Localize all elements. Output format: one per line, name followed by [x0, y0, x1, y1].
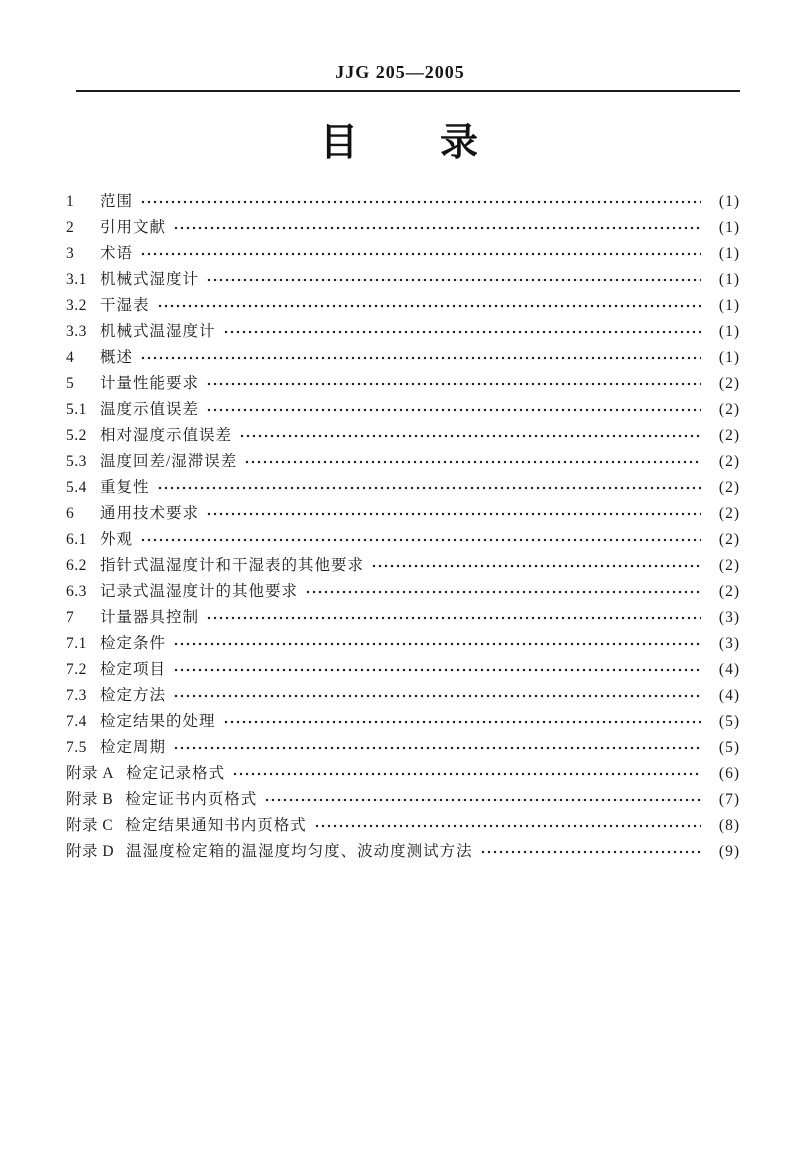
toc-entry-number: 2 [66, 218, 75, 236]
toc-entry-number: 5 [66, 374, 75, 392]
toc-entry-number: 7.5 [66, 738, 87, 756]
leader-dots-icon [173, 666, 701, 674]
toc-entry-page: (3) [718, 608, 740, 626]
toc-entry-number: 7.2 [66, 660, 87, 678]
leader-dots-icon [371, 562, 701, 570]
toc-entry-number: 5.4 [66, 478, 87, 496]
toc-entry-number: 7.1 [66, 634, 87, 652]
toc-entry-number: 6.2 [66, 556, 87, 574]
toc-entry-label: 检定结果的处理 [100, 712, 216, 730]
toc-entry [66, 657, 740, 683]
toc-entry-label: 机械式温湿度计 [100, 322, 216, 340]
toc-entry [66, 605, 740, 631]
toc-entry-label: 机械式湿度计 [100, 270, 200, 288]
toc-entry-page: (2) [718, 530, 740, 548]
toc-entry [66, 709, 740, 735]
toc-list [0, 189, 800, 865]
toc-entry [66, 371, 740, 397]
toc-entry-number: 7.4 [66, 712, 87, 730]
leader-dots-icon [206, 510, 701, 518]
toc-entry-label: 计量性能要求 [100, 374, 200, 392]
page-title: 目 录 [319, 122, 480, 164]
toc-entry-page: (2) [718, 556, 740, 574]
leader-dots-icon [140, 250, 701, 258]
leader-dots-icon [232, 770, 701, 778]
toc-entry-page: (3) [718, 634, 740, 652]
leader-dots-icon [173, 224, 701, 232]
toc-entry [66, 553, 740, 579]
toc-entry [66, 475, 740, 501]
toc-entry-number: 7.3 [66, 686, 87, 704]
toc-entry-label: 检定方法 [100, 686, 167, 704]
leader-dots-icon [244, 458, 701, 466]
toc-entry-page: (2) [718, 478, 740, 496]
leader-dots-icon [157, 302, 701, 310]
toc-entry-number: 5.2 [66, 426, 87, 444]
toc-entry-page: (1) [718, 348, 740, 366]
toc-entry [66, 501, 740, 527]
leader-dots-icon [140, 198, 701, 206]
toc-entry-label: 指针式温湿度计和干湿表的其他要求 [100, 556, 365, 574]
toc-entry [66, 215, 740, 241]
toc-entry-number: 3.2 [66, 296, 87, 314]
toc-entry-number: 1 [66, 192, 75, 210]
leader-dots-icon [314, 822, 701, 830]
toc-entry-label: 温度回差/湿滞误差 [100, 452, 238, 470]
toc-entry-label: 记录式温湿度计的其他要求 [100, 582, 299, 600]
toc-entry [66, 839, 740, 865]
toc-entry [66, 267, 740, 293]
leader-dots-icon [223, 328, 701, 336]
toc-entry [66, 813, 740, 839]
toc-entry-page: (1) [718, 296, 740, 314]
toc-entry-number: 6.1 [66, 530, 87, 548]
header-rule [76, 90, 740, 92]
leader-dots-icon [206, 614, 701, 622]
toc-entry-page: (2) [718, 582, 740, 600]
toc-entry [66, 449, 740, 475]
toc-entry-label: 范围 [100, 192, 134, 210]
toc-entry-page: (8) [718, 816, 740, 834]
toc-entry-page: (1) [718, 244, 740, 262]
toc-entry-number: 6 [66, 504, 75, 522]
toc-entry [66, 787, 740, 813]
toc-entry [66, 293, 740, 319]
toc-entry [66, 189, 740, 215]
toc-entry [66, 683, 740, 709]
toc-entry-page: (1) [718, 322, 740, 340]
leader-dots-icon [206, 406, 701, 414]
leader-dots-icon [223, 718, 701, 726]
toc-entry-page: (1) [718, 270, 740, 288]
toc-entry-page: (1) [718, 218, 740, 236]
toc-entry-number: 5.1 [66, 400, 87, 418]
toc-entry-number: 附录 A [66, 764, 115, 782]
leader-dots-icon [206, 276, 701, 284]
toc-entry-page: (4) [718, 686, 740, 704]
toc-entry-label: 检定项目 [100, 660, 167, 678]
toc-entry-label: 检定周期 [100, 738, 167, 756]
toc-entry-label: 术语 [100, 244, 134, 262]
toc-entry [66, 319, 740, 345]
toc-entry-label: 检定条件 [100, 634, 167, 652]
toc-entry-number: 附录 B [66, 790, 114, 808]
toc-entry-label: 通用技术要求 [100, 504, 200, 522]
toc-entry-label: 计量器具控制 [100, 608, 200, 626]
toc-entry [66, 527, 740, 553]
leader-dots-icon [305, 588, 701, 596]
leader-dots-icon [173, 692, 701, 700]
toc-entry-page: (1) [718, 192, 740, 210]
toc-entry-page: (2) [718, 504, 740, 522]
toc-entry-label: 重复性 [100, 478, 150, 496]
leader-dots-icon [173, 640, 701, 648]
toc-entry [66, 735, 740, 761]
toc-entry-page: (2) [718, 426, 740, 444]
leader-dots-icon [239, 432, 701, 440]
toc-entry [66, 345, 740, 371]
toc-entry-number: 3.1 [66, 270, 87, 288]
toc-entry-number: 3.3 [66, 322, 87, 340]
toc-entry-number: 4 [66, 348, 75, 366]
leader-dots-icon [173, 744, 701, 752]
leader-dots-icon [264, 796, 701, 804]
leader-dots-icon [206, 380, 701, 388]
toc-entry-page: (6) [718, 764, 740, 782]
leader-dots-icon [480, 848, 701, 856]
toc-entry [66, 631, 740, 657]
leader-dots-icon [140, 536, 701, 544]
toc-entry-label: 外观 [100, 530, 134, 548]
toc-entry-number: 附录 C [66, 816, 114, 834]
toc-entry-page: (4) [718, 660, 740, 678]
document-code: JJG 205—2005 [335, 62, 465, 82]
toc-entry [66, 761, 740, 787]
leader-dots-icon [157, 484, 701, 492]
toc-entry-label: 检定证书内页格式 [125, 790, 258, 808]
toc-entry-page: (2) [718, 374, 740, 392]
toc-entry-page: (2) [718, 400, 740, 418]
toc-entry-label: 温湿度检定箱的温湿度均匀度、波动度测试方法 [126, 842, 473, 860]
toc-entry [66, 579, 740, 605]
toc-entry [66, 423, 740, 449]
toc-entry-label: 引用文献 [100, 218, 167, 236]
leader-dots-icon [140, 354, 701, 362]
toc-entry-label: 相对湿度示值误差 [100, 426, 233, 444]
toc-entry-page: (5) [718, 738, 740, 756]
toc-entry-label: 检定记录格式 [126, 764, 226, 782]
toc-entry-number: 附录 D [66, 842, 115, 860]
toc-entry-number: 6.3 [66, 582, 87, 600]
toc-entry-label: 温度示值误差 [100, 400, 200, 418]
toc-entry-label: 概述 [100, 348, 134, 366]
toc-entry-page: (9) [718, 842, 740, 860]
toc-entry [66, 241, 740, 267]
toc-entry-page: (2) [718, 452, 740, 470]
toc-entry-number: 7 [66, 608, 75, 626]
toc-entry-number: 3 [66, 244, 75, 262]
toc-entry-label: 干湿表 [100, 296, 150, 314]
toc-entry-label: 检定结果通知书内页格式 [125, 816, 307, 834]
toc-entry-number: 5.3 [66, 452, 87, 470]
toc-entry [66, 397, 740, 423]
toc-entry-page: (7) [718, 790, 740, 808]
toc-entry-page: (5) [718, 712, 740, 730]
